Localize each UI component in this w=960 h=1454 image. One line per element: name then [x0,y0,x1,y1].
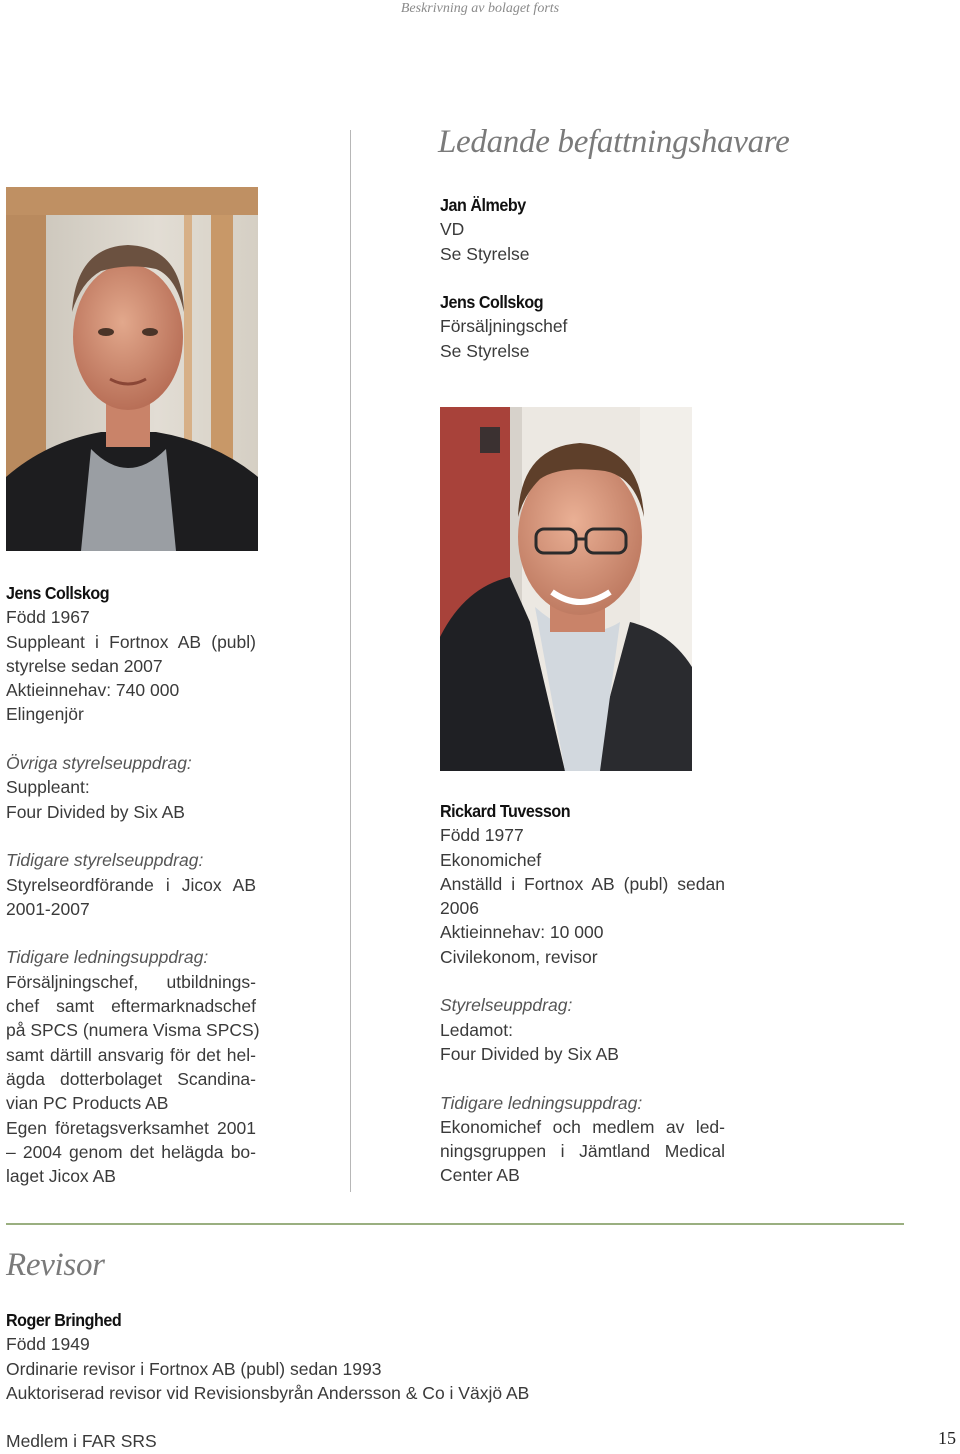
profile-line: laget Jicox AB [6,1166,116,1187]
section-divider [6,1223,904,1225]
exec-note: Se Styrelse [440,243,530,264]
profile-fact: Anställd i Fortnox AB (publ) sedan [440,873,725,894]
exec-name: Jens Collskog [440,292,544,313]
revisor-block [6,1308,529,1454]
profile-line: Egen företagsverksamhet 2001 [6,1117,256,1138]
section-title-ledande: Ledande befattningshavare [438,124,790,160]
profile-line: Ekonomichef och medlem av led- [440,1116,725,1137]
profile-line: Four Divided by Six AB [6,801,185,822]
profile-fact: Aktieinnehav: 10 000 [440,922,604,943]
profile-fact: Elingenjör [6,704,84,725]
profile-line: ningsgruppen i Jämtland Medical [440,1141,725,1162]
section-title-revisor: Revisor [6,1247,105,1283]
profile-line: ägda dotterbolaget Scandina- [6,1068,256,1089]
profile-line: Four Divided by Six AB [440,1043,619,1064]
revisor-line: Född 1949 [6,1334,90,1355]
revisor-name: Roger Bringhed [6,1310,122,1330]
profile-fact: Suppleant i Fortnox AB (publ) [6,631,256,652]
revisor-line: Medlem i FAR SRS [6,1431,157,1452]
portrait-photo-jens-collskog [6,187,258,551]
column-divider [350,130,351,1192]
profile-name: Rickard Tuvesson [440,801,571,821]
exec-title: Försäljningschef [440,316,568,337]
exec-title: VD [440,219,465,240]
profile-rickard-tuvesson [440,799,725,1188]
exec-name: Jan Älmeby [440,195,526,215]
profile-line: samt därtill ansvarig för det hel- [6,1044,256,1065]
portrait-photo-rickard-tuvesson [440,407,692,771]
profile-fact: Född 1967 [6,607,90,628]
profile-fact: 2006 [440,898,479,919]
profile-name: Jens Collskog [6,583,110,603]
executives-list [440,193,567,363]
profile-fact: styrelse sedan 2007 [6,655,163,676]
heading-tidigare-ledningsuppdrag: Tidigare ledningsuppdrag: [6,947,209,968]
profile-fact: Född 1977 [440,825,524,846]
profile-line: Försäljningschef, utbildnings- [6,971,256,992]
profile-line: Ledamot: [440,1019,513,1040]
profile-fact: Aktieinnehav: 740 000 [6,680,180,701]
revisor-line: Ordinarie revisor i Fortnox AB (publ) sedan 1993 [6,1358,382,1379]
profile-line: vian PC Products AB [6,1093,169,1114]
profile-jens-collskog [6,581,260,1188]
running-head: Beskrivning av bolaget forts [400,1,560,16]
profile-line: på SPCS (numera Visma SPCS) [6,1020,260,1041]
heading-ovriga-styrelseuppdrag: Övriga styrelseuppdrag: [6,753,192,774]
exec-note: Se Styrelse [440,340,530,361]
profile-fact: Ekonomichef [440,849,542,870]
heading-styrelseuppdrag: Styrelseuppdrag: [440,995,573,1016]
heading-tidigare-styrelseuppdrag: Tidigare styrelseuppdrag: [6,850,204,871]
profile-line: Suppleant: [6,777,90,798]
profile-line: Styrelseordförande i Jicox AB [6,874,256,895]
profile-fact: Civilekonom, revisor [440,946,598,967]
profile-line: 2001-2007 [6,898,90,919]
profile-line: – 2004 genom det helägda bo- [6,1141,256,1162]
revisor-line: Auktoriserad revisor vid Revisionsbyrån Andersson & Co i Växjö AB [6,1382,530,1403]
heading-tidigare-ledningsuppdrag: Tidigare ledningsuppdrag: [440,1092,643,1113]
profile-line: Center AB [440,1165,520,1186]
page-number: 15 [938,1428,956,1448]
profile-line: chef samt eftermarknadschef [6,996,256,1017]
